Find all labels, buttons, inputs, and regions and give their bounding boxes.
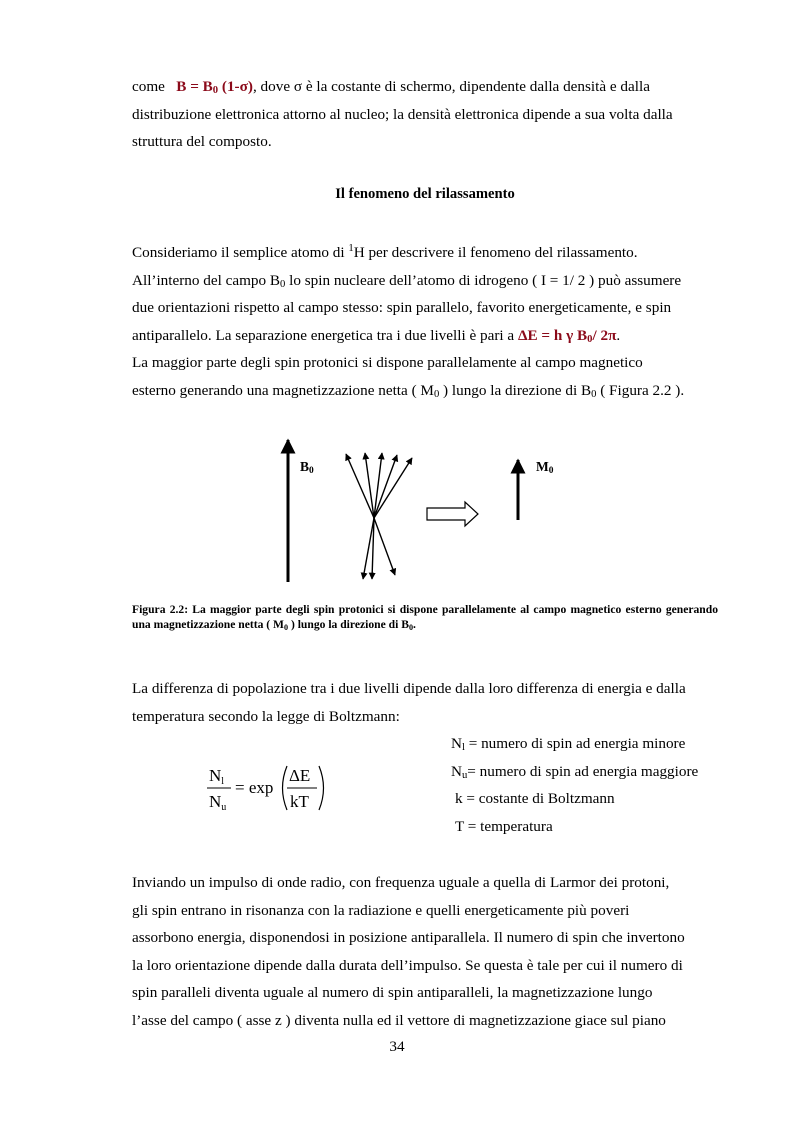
- section3-line-4: la loro orientazione dipende dalla durata dell’impulso. Se questa è tale per cui il numero di: [132, 956, 683, 974]
- legend-nl: $N_l$ = numero di spin ad energia minore: [451, 735, 686, 753]
- section3-paragraph: [132, 869, 718, 1035]
- section1-line-1: Consideriamo il semplice atomo di $^1$H per descrivere il fenomeno del rilassamento.: [132, 243, 638, 261]
- section1-line-6: esterno generando una magnetizzazione netta ( $M_0$ ) lungo la direzione di $B_0$ ( Figura 2.2 ).: [132, 381, 685, 400]
- b0-label: $B_0$: [300, 459, 314, 476]
- exp-text: = exp: [235, 778, 274, 797]
- energy-gap-formula: ΔE = h γ $B_0/$ 2π: [517, 326, 617, 345]
- transform-arrow: [427, 502, 478, 526]
- section-heading: Il fenomeno del rilassamento: [335, 186, 515, 202]
- antiparallel-spins: [363, 518, 395, 579]
- legend-nu: $N_u=$ numero di spin ad energia maggiore: [451, 763, 699, 781]
- ratio-numerator: Nl: [209, 766, 225, 787]
- section3-line-1: Inviando un impulso di onde radio, con frequenza uguale a quella di Larmor dei protoni,: [132, 874, 670, 891]
- section3-line-5: spin paralleli diventa uguale al numero di spin antiparalleli, la magnetizzazione lungo: [132, 984, 653, 1002]
- legend-t: T = temperatura: [455, 818, 553, 835]
- arg-denominator: kT: [290, 792, 309, 811]
- boltzmann-formula: [205, 762, 345, 822]
- intro-line-2: distribuzione elettronica attorno al nucleo; la densità elettronica dipende a sua volta dalla: [132, 105, 673, 123]
- parallel-spins: [346, 453, 412, 518]
- section1-line-3: due orientazioni rispetto al campo stesso: spin parallelo, favorito energeticamente, e spin: [132, 299, 672, 317]
- section3-line-2: gli spin entrano in risonanza con la radiazione e quelli energeticamente più poveri: [132, 901, 630, 919]
- section3-line-3: assorbono energia, disponendosi in posizione antiparallela. Il numero di spin che invertono: [132, 929, 685, 947]
- section2-paragraph: [132, 675, 718, 730]
- screening-formula: $B = B_0$ (1-σ): [176, 78, 253, 96]
- ratio-denominator: Nu: [209, 792, 227, 813]
- figure-caption: Figura 2.2: La maggior parte degli spin protonici si dispone parallelamente al campo magnetico esterno generando una magnetizzazione netta ( $M_0$ ) lungo la direzione di $B_0$.: [132, 603, 718, 632]
- section2-line-1: La differenza di popolazione tra i due livelli dipende dalla loro differenza di energia e dalla: [132, 680, 686, 697]
- section3-line-6: l’asse del campo ( asse z ) diventa nulla ed il vettore di magnetizzazione giace sul piano: [132, 1011, 666, 1029]
- section1-line-4: antiparallelo. La separazione energetica tra i due livelli è pari a ΔE = h γ $B_0/$ 2π.: [132, 326, 621, 345]
- legend-k: k = costante di Boltzmann: [455, 790, 615, 807]
- m0-label: $M_0$: [536, 459, 554, 476]
- section1-line-2: All’interno del campo $B_0$ lo spin nucleare dell’atomo di idrogeno ( I = 1/ 2 ) può assumere: [132, 271, 682, 290]
- intro-line-3: struttura del composto.: [132, 133, 272, 151]
- arg-numerator: ΔE: [289, 766, 311, 785]
- intro-line-1: come $B = B_0$ (1-σ), dove σ è la costante di schermo, dipendente dalla densità e dalla: [132, 78, 650, 96]
- section2-line-2: temperatura secondo la legge di Boltzmann:: [132, 707, 400, 725]
- section1-line-5: La maggior parte degli spin protonici si dispone parallelamente al campo magnetico: [132, 354, 643, 372]
- page-number: 34: [389, 1038, 405, 1055]
